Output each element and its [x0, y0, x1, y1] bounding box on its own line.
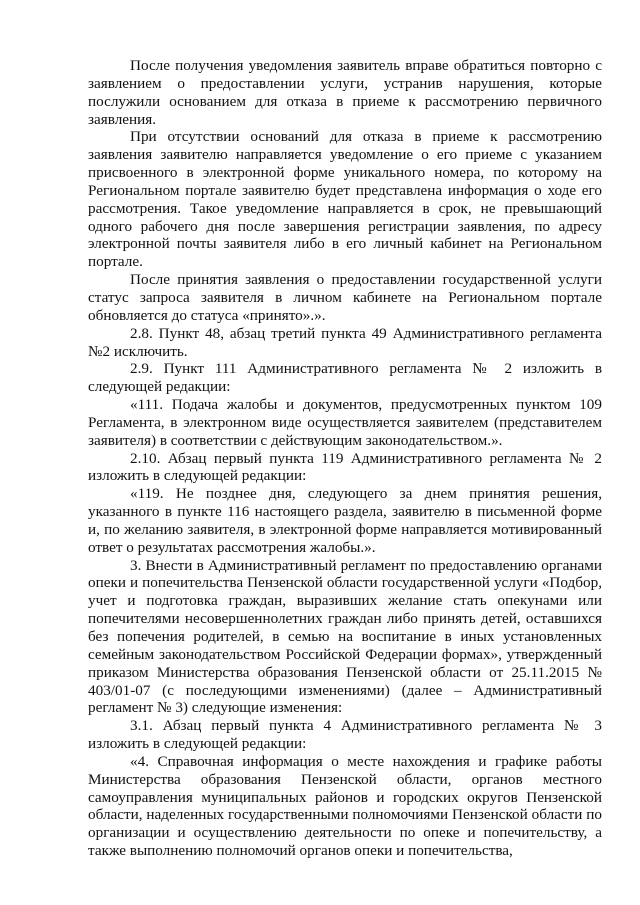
paragraph-quote-4: «4. Справочная информация о месте нахождения и графике работы Министерства образования Пензенской области, органов местного самоуправления муниципальных районов и городских округов Пензенской области, наделенных государственными полномочиями Пензенской области по организации и осуществлению деятельности по опеке и попечительству, а также выполнению полномочий органов опеки и попечительства,	[88, 752, 602, 860]
paragraph-item-3: 3. Внести в Административный регламент по предоставлению органами опеки и попечительства Пензенской области государственной услуги «Подбор, учет и подготовка граждан, выразивших желание стать опекунами или попечителями несовершеннолетних граждан либо принять детей, оставшихся без попечения родителей, в семью на воспитание в иных установленных семейным законодательством Российской Федерации формах», утвержденный приказом Министерства образования Пензенской области от 25.11.2015 № 403/01-07 (с последующими изменениями) (далее – Административный регламент № 3) следующие изменения:	[88, 556, 602, 717]
paragraph-acceptance-notice: При отсутствии оснований для отказа в приеме к рассмотрению заявления заявителю направляется уведомление о его приеме с указанием присвоенного в электронной форме уникального номера, по которому на Региональном портале заявителю будет представлена информация о ходе его рассмотрения. Такое уведомление направляется в срок, не превышающий одного рабочего дня после завершения регистрации заявления, по адресу электронной почты заявителя либо в его личный кабинет на Региональном портале.	[88, 128, 602, 271]
paragraph-item-2-10: 2.10. Абзац первый пункта 119 Административного регламента № 2 изложить в следующей редакции:	[88, 449, 602, 485]
document-page	[88, 57, 602, 860]
paragraph-item-3-1: 3.1. Абзац первый пункта 4 Административного регламента № 3 изложить в следующей редакции:	[88, 717, 602, 753]
paragraph-quote-111: «111. Подача жалобы и документов, предусмотренных пунктом 109 Регламента, в электронном виде осуществляется заявителем (представителем заявителя) в соответствии с действующим законодательством.».	[88, 396, 602, 449]
paragraph-item-2-9: 2.9. Пункт 111 Административного регламента № 2 изложить в следующей редакции:	[88, 360, 602, 396]
paragraph-resubmission: После получения уведомления заявитель вправе обратиться повторно с заявлением о предоставлении услуги, устранив нарушения, которые послужили основанием для отказа в приеме к рассмотрению первичного заявления.	[88, 57, 602, 128]
paragraph-request-status: После принятия заявления о предоставлении государственной услуги статус запроса заявителя в личном кабинете на Региональном портале обновляется до статуса «принято».».	[88, 271, 602, 324]
paragraph-quote-119: «119. Не позднее дня, следующего за днем принятия решения, указанного в пункте 116 настоящего раздела, заявителю в письменной форме и, по желанию заявителя, в электронной форме направляется мотивированный ответ о результатах рассмотрения жалобы.».	[88, 485, 602, 556]
paragraph-item-2-8: 2.8. Пункт 48, абзац третий пункта 49 Административного регламента №2 исключить.	[88, 324, 602, 360]
